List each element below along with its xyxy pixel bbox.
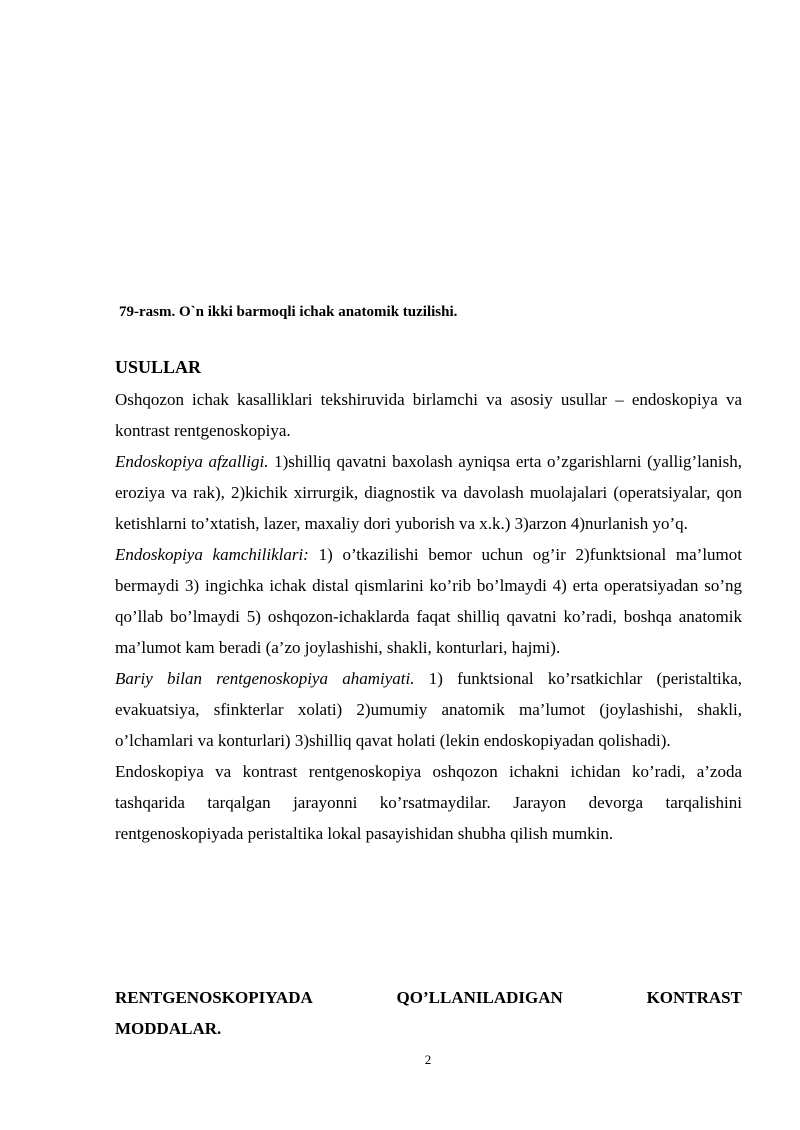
barium-paragraph: [115, 663, 742, 756]
next-heading-line1: [115, 982, 742, 1013]
advantages-paragraph: [115, 446, 742, 539]
next-heading-word-3: KONTRAST: [646, 988, 742, 1007]
figure-caption: 79-rasm. O`n ikki barmoqli ichak anatomik tuzilishi.: [119, 304, 458, 320]
figure-placeholder: [115, 20, 740, 290]
disadvantages-lead: Endoskopiya kamchiliklari:: [115, 545, 309, 564]
advantages-text: 1)shilliq qavatni baxolash ayniqsa erta o’zgarishlarni (yallig’lanish, eroziya va rak), 2)kichik xirrurgik, diagnostik va davolash muolajalari (operatsiyalar, qon ketishlarni to’xtatish, lazer, maxaliy dori yuborish va x.k.) 3)arzon 4)nurlanish yo’q.: [115, 452, 742, 533]
next-heading-word-1: RENTGENOSKOPIYADA: [115, 988, 313, 1007]
section-body: [115, 384, 742, 849]
next-heading-word-2: QO’LLANILADIGAN: [396, 988, 563, 1007]
disadvantages-text: 1) o’tkazilishi bemor uchun og’ir 2)funktsional ma’lumot bermaydi 3) ingichka ichak distal qismlarini ko’rib bo’lmaydi 4) erta operatsiyadan so’ng qo’llab bo’lmaydi 5) oshqozon-ichaklarda faqat shilliq qavatni ko’radi, boshqa anatomik ma’lumot kam beradi (a’zo joylashishi, shakli, konturlari, hajmi).: [115, 545, 742, 657]
section-heading: USULLAR: [115, 357, 202, 377]
barium-lead: Bariy bilan rentgenoskopiya ahamiyati.: [115, 669, 415, 688]
barium-text: 1) funktsional ko’rsatkichlar (peristaltika, evakuatsiya, sfinkterlar xolati) 2)umumiy anatomik ma’lumot (joylashishi, shakli, o’lchamlari va konturlari) 3)shilliq qavat holati (lekin endoskopiyadan qolishadi).: [115, 669, 743, 750]
advantages-lead: Endoskopiya afzalligi.: [115, 452, 269, 471]
next-section-heading: [115, 982, 742, 1044]
disadvantages-paragraph: [115, 539, 742, 663]
closing-paragraph: Endoskopiya va kontrast rentgenoskopiya oshqozon ichakni ichidan ko’radi, a’zoda tashqarida tarqalgan jarayonni ko’rsatmaydilar. Jarayon devorga tarqalishini rentgenoskopiyada peristaltika lokal pasayishidan shubha qilish mumkin.: [115, 762, 742, 843]
intro-paragraph: Oshqozon ichak kasalliklari tekshiruvida birlamchi va asosiy usullar – endoskopiya va kontrast rentgenoskopiya.: [115, 390, 742, 440]
next-heading-line2: MODDALAR.: [115, 1019, 222, 1038]
page-number: 2: [424, 1052, 432, 1067]
